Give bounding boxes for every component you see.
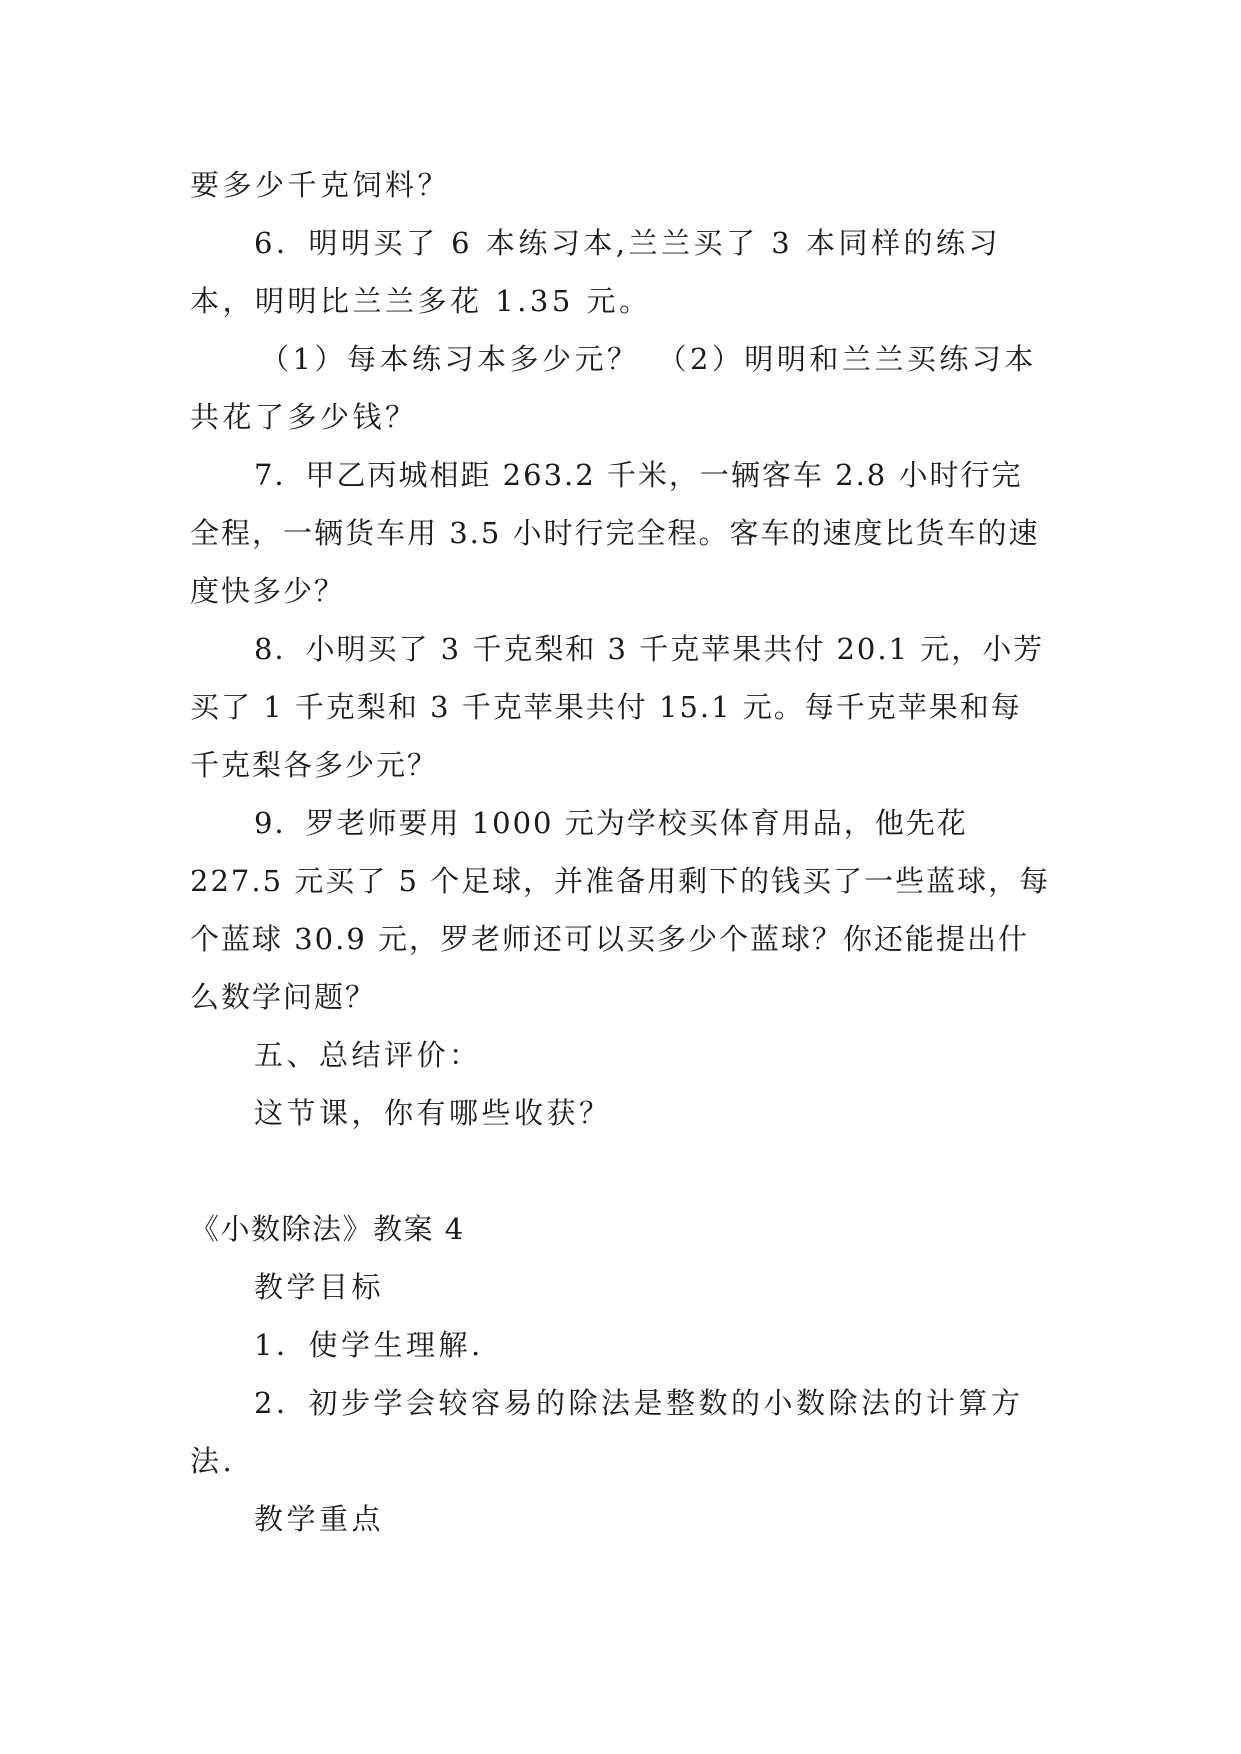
lesson-plan-title: 《小数除法》教案 4	[190, 1212, 465, 1246]
goal-2: 2．初步学会较容易的除法是整数的小数除法的计算方法.	[190, 1386, 1024, 1478]
section-summary-heading: 五、总结评价：	[254, 1038, 482, 1072]
question-6: 6．明明买了 6 本练习本,兰兰买了 3 本同样的练习本，明明比兰兰多花 1.35 元。	[190, 226, 1001, 318]
teaching-focus-heading: 教学重点	[254, 1502, 385, 1536]
paragraph-continuation: 要多少千克饲料？	[190, 168, 451, 202]
summary-question: 这节课，你有哪些收获？	[254, 1096, 612, 1130]
document-body	[190, 156, 1052, 1548]
question-6-subparts: （1）每本练习本多少元？ （2）明明和兰兰买练习本共花了多少钱？	[190, 342, 1037, 434]
question-9: 9．罗老师要用 1000 元为学校买体育用品，他先花 227.5 元买了 5 个足球，并准备用剩下的钱买了一些蓝球，每个蓝球 30.9 元，罗老师还可以买多少个蓝球？你还能提出什么数学问题？	[190, 806, 1051, 1014]
teaching-goals-heading: 教学目标	[254, 1270, 385, 1304]
question-8: 8．小明买了 3 千克梨和 3 千克苹果共付 20.1 元，小芳买了 1 千克梨和 3 千克苹果共付 15.1 元。每千克苹果和每千克梨各多少元？	[190, 632, 1045, 782]
goal-1: 1．使学生理解.	[254, 1328, 484, 1362]
question-7: 7．甲乙丙城相距 263.2 千米，一辆客车 2.8 小时行完全程，一辆货车用 3.5 小时行完全程。客车的速度比货车的速度快多少？	[190, 458, 1040, 608]
